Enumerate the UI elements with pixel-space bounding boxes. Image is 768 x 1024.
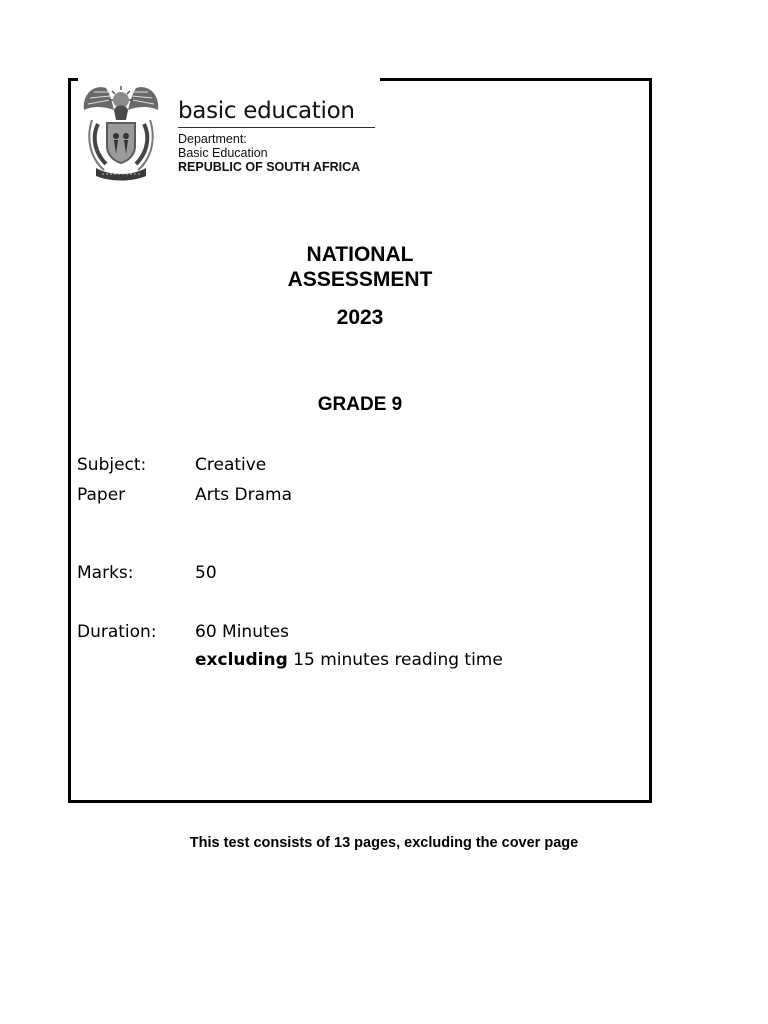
cover-frame: [68, 78, 652, 803]
department-name: Basic Education: [178, 146, 268, 160]
duration-value: 60 Minutes: [195, 622, 289, 642]
duration-note-emphasis: excluding: [195, 650, 288, 670]
title-line-1: NATIONAL: [306, 243, 414, 266]
page-count-note: This test consists of 13 pages, excluding the cover page: [189, 835, 579, 851]
grade-heading: GRADE 9: [317, 394, 403, 415]
marks-label: Marks:: [77, 563, 134, 583]
duration-note-text: 15 minutes reading time: [287, 650, 503, 670]
brand-title: basic education: [178, 98, 355, 124]
duration-label: Duration:: [77, 622, 157, 642]
title-line-2: ASSESSMENT: [287, 268, 433, 291]
brand-divider: [178, 127, 375, 128]
subject-label: Subject: Paper: [77, 455, 147, 505]
country-name: REPUBLIC OF SOUTH AFRICA: [178, 160, 361, 174]
department-label: Department:: [178, 132, 247, 146]
duration-note: [195, 645, 503, 675]
marks-value: 50: [195, 563, 217, 583]
assessment-year: 2023: [336, 306, 384, 329]
subject-value: Creative Arts Drama: [195, 455, 293, 505]
coat-of-arms-logo: [80, 80, 162, 184]
